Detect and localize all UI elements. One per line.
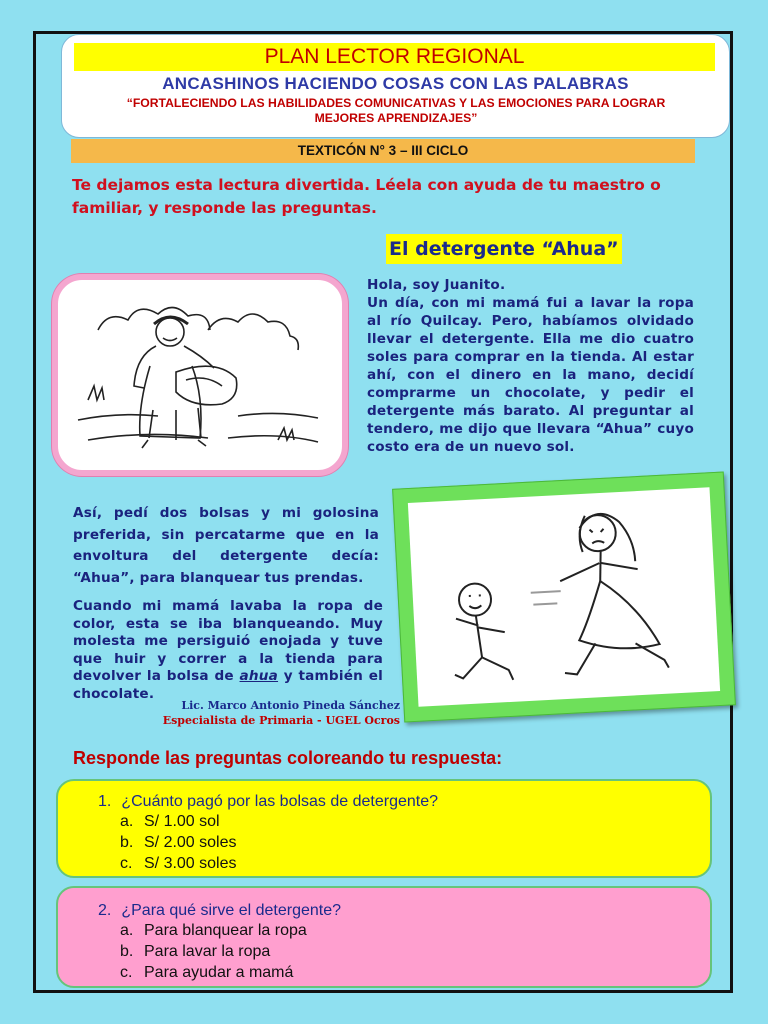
option-letter: c.	[120, 855, 133, 872]
option-text: Para blanquear la ropa	[144, 922, 307, 939]
page-title: PLAN LECTOR REGIONAL	[74, 43, 715, 71]
story-paragraph-3	[73, 598, 383, 703]
option-text: S/ 1.00 sol	[144, 813, 220, 830]
option-letter: b.	[120, 943, 134, 960]
intro-text: Te dejamos esta lectura divertida. Léela con ayuda de tu maestro o familiar, y responde las preguntas.	[72, 176, 661, 217]
chase-illustration-frame	[392, 471, 736, 722]
question-1	[98, 793, 438, 811]
program-subtitle: ANCASHINOS HACIENDO COSAS CON LAS PALABRAS	[162, 74, 629, 93]
answer-option-1b[interactable]	[120, 834, 237, 852]
question-2-text: ¿Para qué sirve el detergente?	[121, 902, 342, 919]
story-greeting: Hola, soy Juanito.	[367, 277, 506, 293]
story-paragraph-3-emphasis: ahua	[239, 668, 279, 684]
question-2-number: 2.	[98, 902, 112, 919]
option-text: S/ 2.00 soles	[144, 834, 237, 851]
question-card-2	[56, 886, 712, 988]
question-2	[98, 902, 341, 920]
question-1-text: ¿Cuánto pagó por las bolsas de detergente?	[121, 793, 439, 810]
story-paragraph-3-a: Cuando mi mamá lavaba la ropa de color, esta se iba blanqueando. Muy molesta me persiguió enojada y tuve que huir y correr a la tienda para devolver la bolsa de	[73, 598, 383, 684]
questions-instruction: Responde las preguntas coloreando tu respuesta:	[73, 748, 503, 768]
question-1-number: 1.	[98, 793, 112, 810]
option-letter: c.	[120, 964, 133, 981]
answer-option-2b[interactable]	[120, 943, 270, 961]
option-letter: a.	[120, 813, 134, 830]
answer-option-2c[interactable]	[120, 964, 293, 982]
story-title: El detergente “Ahua”	[386, 234, 622, 264]
story-paragraph-1	[367, 276, 694, 456]
story-paragraph-3-b: y también el chocolate.	[73, 668, 383, 702]
author-name: Lic. Marco Antonio Pineda Sánchez	[181, 699, 400, 712]
answer-option-1a[interactable]	[120, 813, 220, 831]
answer-option-2a[interactable]	[120, 922, 307, 940]
option-letter: a.	[120, 922, 134, 939]
story-paragraph-1-body: Un día, con mi mamá fui a lavar la ropa al río Quilcay. Pero, habíamos olvidado llevar el detergente. Ella me dio cuatro soles para comprar en la tienda. Al estar ahí, con el dinero en la mano, decidí comprarme un chocolate, y pedir el detergente más barato. Al preguntar al tendero, me dijo que llevara “Ahua” cuyo costo era de un nuevo sol.	[367, 295, 694, 455]
option-text: Para lavar la ropa	[144, 943, 271, 960]
option-text: S/ 3.00 soles	[144, 855, 237, 872]
story-paragraph-2: Así, pedí dos bolsas y mi golosina preferida, sin percatarme que en la envoltura del detergente decía: “Ahua”, para blanquear tus prendas.	[73, 505, 379, 586]
mother-laundry-illustration	[52, 274, 348, 476]
author-signature	[120, 698, 400, 728]
question-card-1	[56, 779, 712, 878]
author-role: Especialista de Primaria - UGEL Ocros	[162, 714, 400, 727]
answer-option-1c[interactable]	[120, 855, 237, 873]
textcon-label: TEXTICÓN N° 3 – III CICLO	[71, 139, 695, 163]
option-text: Para ayudar a mamá	[144, 964, 294, 981]
option-letter: b.	[120, 834, 134, 851]
program-motto: “FORTALECIENDO LAS HABILIDADES COMUNICATIVAS Y LAS EMOCIONES PARA LOGRAR MEJORES APRENDIZAJES”	[126, 96, 666, 125]
chase-illustration	[408, 487, 720, 707]
